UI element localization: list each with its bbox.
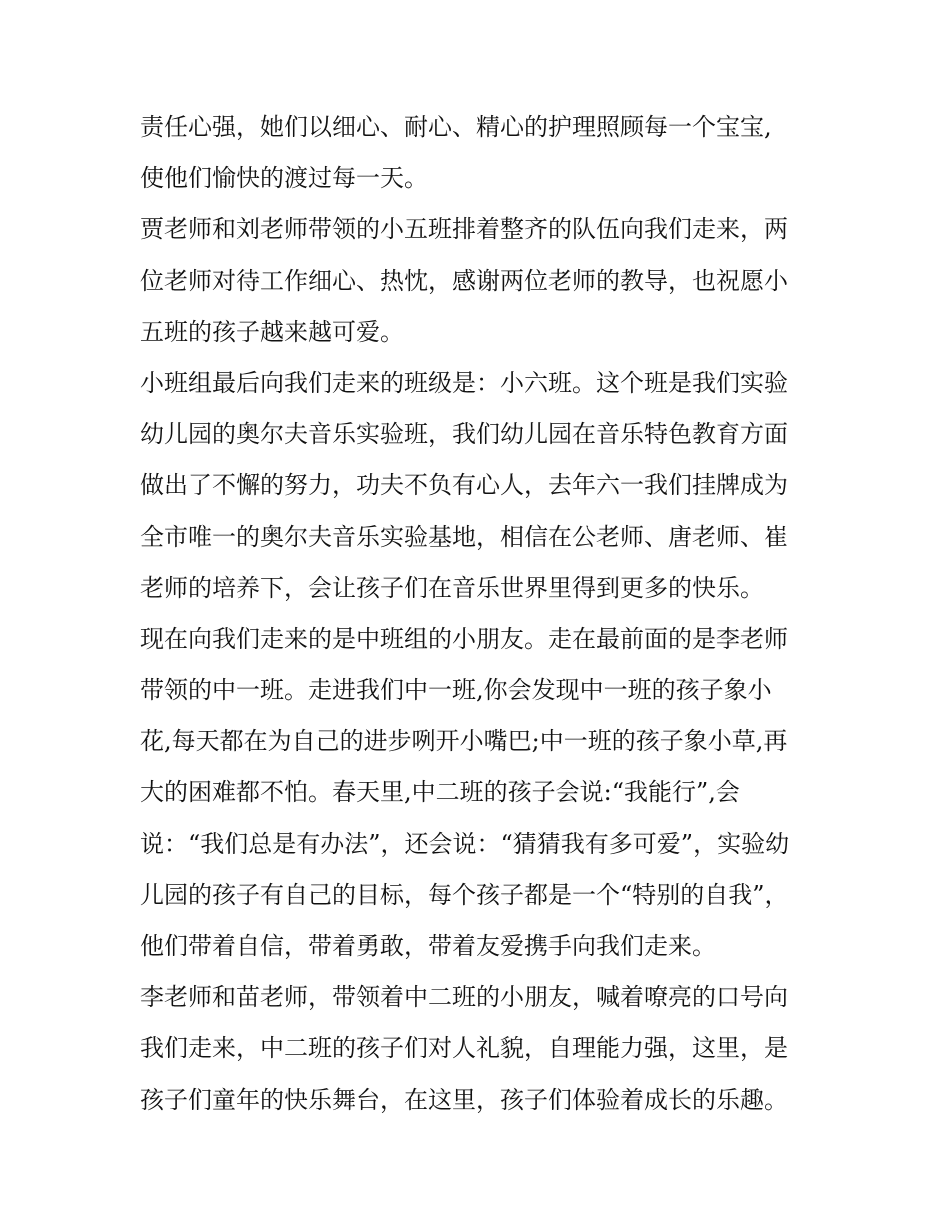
text-line: 老师的培养下，会让孩子们在音乐世界里得到更多的快乐。 — [140, 573, 764, 602]
text-line: 他们带着自信，带着勇敢，带着友爱携手向我们走来。 — [140, 932, 716, 960]
document-body — [140, 102, 820, 1126]
text-line: 做出了不懈的努力，功夫不负有心人，去年六一我们挂牌成为 — [140, 471, 788, 500]
text-line: 花,每天都在为自己的进步咧开小嘴巴;中一班的孩子象小草,再 — [140, 727, 788, 756]
text-line: 全市唯一的奥尔夫音乐实验基地，相信在公老师、唐老师、崔 — [140, 522, 788, 551]
text-line: 李老师和苗老师，带领着中二班的小朋友，喊着嘹亮的口号向 — [140, 983, 788, 1012]
text-line: 责任心强，她们以细心、耐心、精心的护理照顾每一个宝宝, — [140, 113, 772, 141]
text-line: 我们走来，中二班的孩子们对人礼貌，自理能力强，这里，是 — [140, 1034, 788, 1063]
text-line: 说：“我们总是有办法”，还会说：“猜猜我有多可爱”，实验幼 — [140, 829, 790, 858]
text-line: 使他们愉快的渡过每一天。 — [140, 164, 428, 193]
text-line: 现在向我们走来的是中班组的小朋友。走在最前面的是李老师 — [140, 624, 788, 653]
text-line: 孩子们童年的快乐舞台，在这里，孩子们体验着成长的乐趣。 — [140, 1085, 788, 1114]
text-line: 贾老师和刘老师带领的小五班排着整齐的队伍向我们走来，两 — [140, 215, 788, 244]
text-line: 大的困难都不怕。春天里,中二班的孩子会说:“我能行”,会 — [140, 778, 740, 807]
text-line: 位老师对待工作细心、热忱，感谢两位老师的教导，也祝愿小 — [140, 266, 788, 295]
text-line: 儿园的孩子有自己的目标，每个孩子都是一个“特别的自我”， — [140, 880, 789, 909]
text-line: 五班的孩子越来越可爱。 — [140, 317, 404, 346]
text-line: 幼儿园的奥尔夫音乐实验班，我们幼儿园在音乐特色教育方面 — [140, 420, 788, 449]
text-line: 带领的中一班。走进我们中一班,你会发现中一班的孩子象小 — [140, 676, 772, 705]
text-line: 小班组最后向我们走来的班级是：小六班。这个班是我们实验 — [140, 368, 788, 397]
